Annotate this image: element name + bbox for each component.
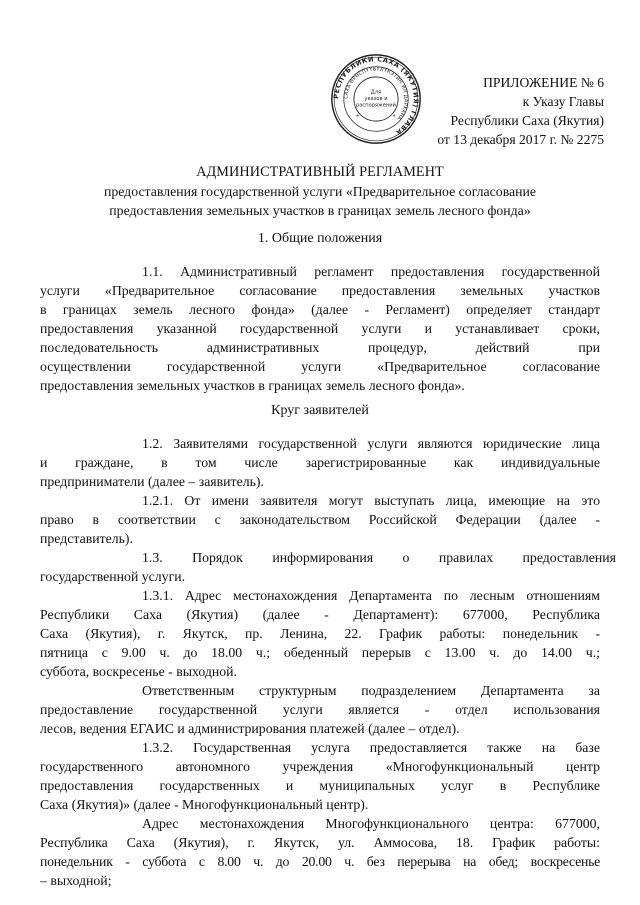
text-line: 1.3.2. Государственная услуга предоставляется также на базе <box>142 740 600 755</box>
text-line: 1.2.1. От имени заявителя могут выступать лица, имеющие на это <box>142 493 600 508</box>
text-line: услуги «Предварительное согласование предоставления земельных участков <box>40 283 600 298</box>
text-line: представитель). <box>40 531 133 546</box>
paragraph-responsible-unit <box>40 681 600 738</box>
seal-inner-text: САХА ӨРӨСПҮҮБҮЛҮКЭТИН ИЛ ДАРХАНА <box>343 66 409 121</box>
text-line: Республики Саха (Якутия) (далее - Департамент): 677000, Республика <box>40 607 600 622</box>
text-line: пятница с 9.00 ч. до 18.00 ч.; обеденный перерыв с 13.00 ч. до 14.00 ч.; <box>40 645 600 660</box>
text-line: понедельник - суббота с 8.00 ч. до 20.00 ч. без перерыва на обед; воскресенье <box>40 854 600 869</box>
subheading-applicants: Круг заявителей <box>271 403 369 418</box>
text-line: предприниматели (далее – заявитель). <box>40 474 264 489</box>
paragraph-mfc-address <box>40 814 600 890</box>
text-line: 1.1. Административный регламент предоставления государственной <box>142 264 600 279</box>
text-line: в границах земель лесного фонда» (далее - Регламент) определяет стандарт <box>40 302 600 317</box>
text-line: 1.2. Заявителями государственной услуги являются юридические лица <box>142 436 600 451</box>
appendix-decree-ref: к Указу Главы <box>522 94 604 109</box>
paragraph-1-3-2 <box>40 738 600 814</box>
text-line: – выходной; <box>40 873 112 888</box>
appendix-date-number: от 13 декабря 2017 г. № 2275 <box>437 132 604 147</box>
subtitle-line: предоставления государственной услуги «Предварительное согласование <box>103 184 537 199</box>
section-heading: 1. Общие положения <box>257 231 383 246</box>
text-line: Ответственным структурным подразделением Департамента за <box>142 683 600 698</box>
text-line: право в соответствии с законодательством Российской Федерации (далее - <box>40 512 600 527</box>
paragraph-1-1 <box>40 262 600 395</box>
text-line: предоставления земельных участков в границах земель лесного фонда». <box>40 378 465 393</box>
paragraph-1-3 <box>40 548 616 586</box>
seal-center-line-3: распоряжений <box>356 102 396 109</box>
text-line: государственного автономного учреждения «Многофункциональный центр <box>40 759 600 774</box>
paragraph-1-2 <box>40 434 600 491</box>
seal-center-line-1: Для <box>370 89 382 96</box>
seal-outer-text: РЕСПУБЛИКИ САХА (ЯКУТИЯ) ГЛАВА <box>332 55 420 137</box>
appendix-header <box>408 73 604 149</box>
text-line: 1.3. Порядок информирования о правилах предоставления <box>142 550 616 565</box>
subtitle-line: предоставления земельных участков в границах земель лесного фонда» <box>109 203 531 218</box>
svg-text:*: * <box>392 113 396 121</box>
text-line: Саха (Якутия), г. Якутск, пр. Ленина, 22. График работы: понедельник - <box>40 626 600 641</box>
text-line: предоставление государственной услуги является - отдел использования <box>40 702 600 717</box>
text-line: последовательность административных процедур, действий при <box>40 340 600 355</box>
text-line: предоставления указанной государственной услуги и устанавливает сроки, <box>40 321 600 336</box>
text-line: Адрес местонахождения Многофункционального центра: 677000, <box>142 816 600 831</box>
document-subtitle <box>40 182 600 220</box>
appendix-republic: Республики Саха (Якутия) <box>450 113 604 128</box>
text-line: государственной услуги. <box>40 569 186 584</box>
appendix-number: ПРИЛОЖЕНИЕ № 6 <box>483 75 604 90</box>
text-line: осуществлении государственной услуги «Предварительное согласование <box>40 359 600 374</box>
paragraph-1-3-1 <box>40 586 600 681</box>
text-line: Саха (Якутия)» (далее - Многофункциональный центр). <box>40 797 369 812</box>
text-line: лесов, ведения ЕГАИС и администрирования платежей (далее – отдел). <box>40 721 460 736</box>
text-line: суббота, воскресенье - выходной. <box>40 664 237 679</box>
text-line: Республика Саха (Якутия), г. Якутск, ул. Аммосова, 18. График работы: <box>40 835 600 850</box>
paragraph-1-2-1 <box>40 491 600 548</box>
seal-center-line-2: указов и <box>364 95 388 102</box>
document-title: АДМИНИСТРАТИВНЫЙ РЕГЛАМЕНТ <box>196 164 444 180</box>
text-line: предоставления государственных и муниципальных услуг в Республике <box>40 778 600 793</box>
svg-text:*: * <box>355 113 359 121</box>
text-line: 1.3.1. Адрес местонахождения Департамента по лесным отношениям <box>142 588 600 603</box>
text-line: и граждане, в том числе зарегистрированные как индивидуальные <box>40 455 600 470</box>
